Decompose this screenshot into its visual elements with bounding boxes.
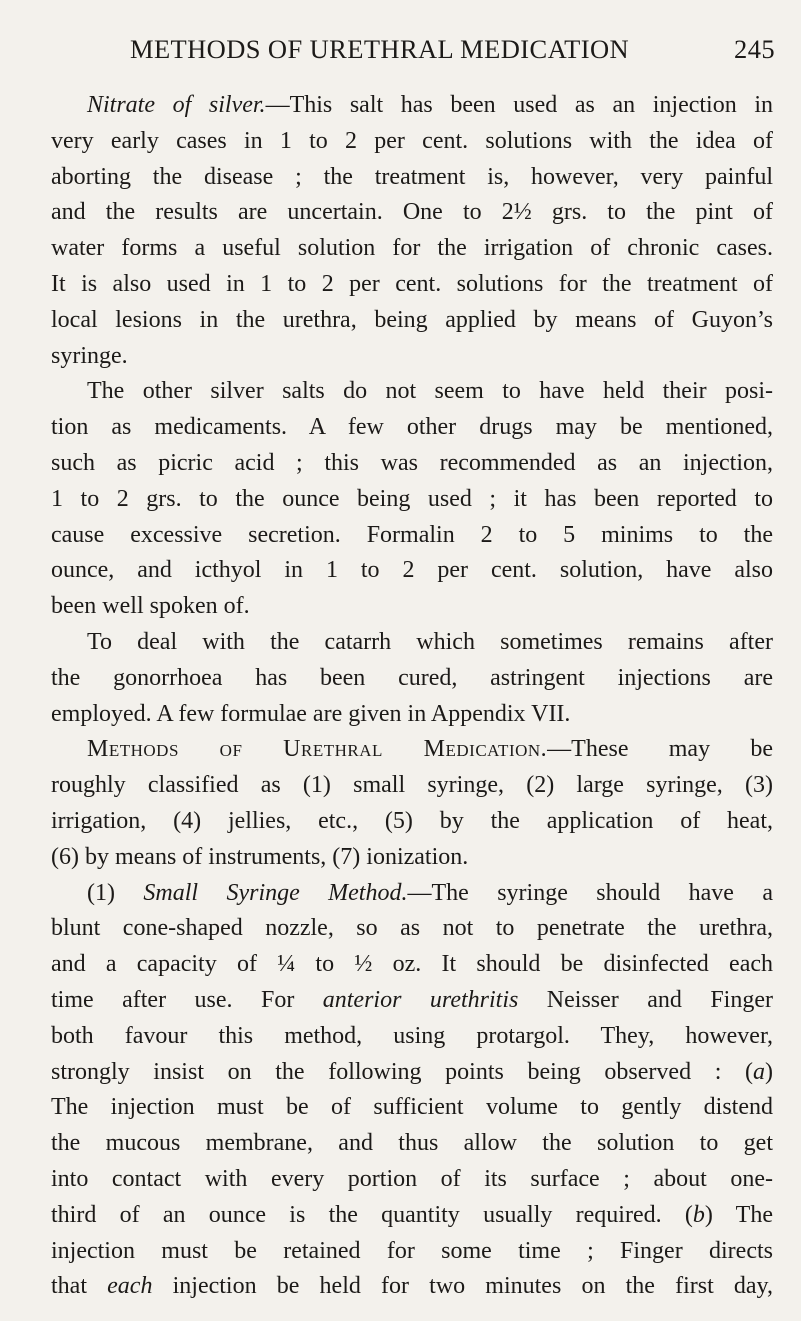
text-line: syringe. <box>51 342 128 369</box>
text-line <box>51 88 773 124</box>
text-line <box>51 1055 773 1091</box>
text-line: aborting the disease ; the treatment is, however, very painful <box>51 163 773 190</box>
text-segment: that <box>51 1273 108 1300</box>
text-line: very early cases in 1 to 2 per cent. solutions with the idea of <box>51 127 773 154</box>
text-line: cause excessive secretion. Formalin 2 to 5 minims to the <box>51 521 773 548</box>
text-segment: —These may be <box>547 736 773 763</box>
running-head-title: METHODS OF URETHRAL MEDICATION <box>130 34 630 64</box>
text-segment: strongly insist on the following points being observed : ( <box>51 1058 753 1085</box>
text-segment: —This salt has been used as an injection in <box>265 92 773 118</box>
running-head <box>130 34 775 74</box>
text-line: (6) by means of instruments, (7) ionization. <box>51 843 469 870</box>
text-line: injection must be retained for some time ; Finger directs <box>51 1237 773 1264</box>
text-line: The other silver salts do not seem to have held their posi- <box>87 378 773 405</box>
text-line: the gonorrhoea has been cured, astringent injections are <box>51 664 773 691</box>
text-segment: a <box>753 1058 765 1085</box>
text-segment: each <box>107 1273 153 1300</box>
text-line: To deal with the catarrh which sometimes remains after <box>87 628 773 655</box>
text-line: roughly classified as (1) small syringe, (2) large syringe, (3) <box>51 772 773 799</box>
page-number: 245 <box>734 34 775 64</box>
text-line: and a capacity of ¼ to ½ oz. It should be disinfected each <box>51 951 773 978</box>
text-segment: Neisser and Finger <box>518 986 773 1013</box>
text-line: tion as medicaments. A few other drugs may be mentioned, <box>51 414 773 441</box>
text-line: the mucous membrane, and thus allow the solution to get <box>51 1130 773 1157</box>
text-line <box>51 983 773 1019</box>
text-segment: —The syringe should have a <box>407 879 773 906</box>
text-line <box>51 1198 773 1234</box>
text-line: water forms a useful solution for the irrigation of chronic cases. <box>51 235 773 262</box>
text-segment: Nitrate of silver. <box>87 92 266 118</box>
text-segment: third of an ounce is the quantity usually required. ( <box>51 1201 693 1228</box>
text-segment: Small Syringe Method. <box>143 879 408 906</box>
text-line: It is also used in 1 to 2 per cent. solutions for the treatment of <box>51 270 773 297</box>
text-segment: time after use. For <box>51 986 323 1013</box>
body-text <box>51 88 773 1305</box>
text-line: irrigation, (4) jellies, etc., (5) by the application of heat, <box>51 807 773 834</box>
text-line: The injection must be of sufficient volume to gently distend <box>51 1094 773 1121</box>
text-line: been well spoken of. <box>51 593 250 620</box>
text-segment: ) The <box>704 1201 773 1228</box>
text-segment: (1) <box>87 879 144 906</box>
text-line: 1 to 2 grs. to the ounce being used ; it has been reported to <box>51 485 773 512</box>
text-line: local lesions in the urethra, being applied by means of Guyon’s <box>51 306 773 333</box>
text-line: such as picric acid ; this was recommended as an injection, <box>51 449 773 476</box>
text-segment: ) <box>765 1058 773 1085</box>
text-line: employed. A few formulae are given in Appendix VII. <box>51 700 571 727</box>
text-segment: injection be held for two minutes on the first day, <box>152 1273 773 1300</box>
text-segment: Methods of Urethral Medication. <box>87 736 548 763</box>
text-segment: b <box>692 1201 705 1228</box>
text-line: ounce, and icthyol in 1 to 2 per cent. solution, have also <box>51 557 773 584</box>
text-line <box>51 876 773 912</box>
text-segment: anterior urethritis <box>322 986 519 1013</box>
text-line <box>51 1269 773 1305</box>
text-line <box>51 732 773 768</box>
text-line: and the results are uncertain. One to 2½ grs. to the pint of <box>51 199 773 226</box>
text-line: into contact with every portion of its surface ; about one- <box>51 1165 773 1192</box>
text-line: blunt cone-shaped nozzle, so as not to penetrate the urethra, <box>51 915 773 942</box>
text-line: both favour this method, using protargol. They, however, <box>51 1022 773 1049</box>
